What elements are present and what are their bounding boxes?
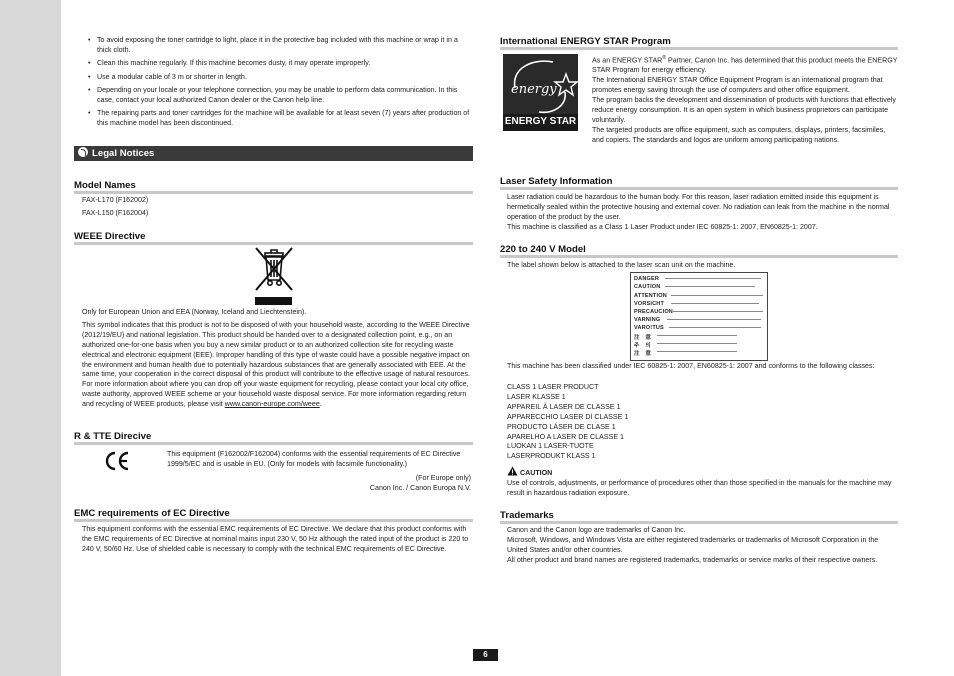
label-row: CAUTION	[634, 284, 661, 290]
energy-star-p1-a: As an ENERGY STAR	[592, 56, 663, 65]
label-row: VORSICHT	[634, 301, 665, 307]
rtte-sign-region: (For Europe only)	[415, 474, 471, 482]
ce-mark-icon	[104, 450, 130, 472]
laser-safety-text	[507, 193, 899, 233]
laser-safety-p1: Laser radiation could be hazardous to the human body. For this reason, laser radiation emitted inside this equipment is hermetically sealed within the protective housing and external cover. No radiation can leak from the machine in the normal operation of the product by the user.	[507, 193, 890, 221]
model-name-item: FAX-L150 (F162004)	[82, 208, 149, 217]
label-row: PRECAUCION	[634, 309, 673, 315]
energy-star-logo-icon	[503, 54, 578, 131]
page-margin-sidebar	[0, 0, 61, 676]
laser-class-item: LASER KLASSE 1	[507, 392, 566, 401]
laser-class-item: CLASS 1 LASER PRODUCT	[507, 383, 599, 391]
bullet-item: • The repairing parts and toner cartridges for the machine will be available for at least seven (7) years after production of this machine model has been discontinued.	[88, 109, 473, 129]
weee-link[interactable]: www.canon-europe.com/weee	[224, 400, 320, 409]
trademarks-p2: Microsoft, Windows, and Windows Vista are either registered trademarks or trademarks of Microsoft Corporation in the United States and/or other countries.	[507, 535, 879, 554]
weee-body-text: This symbol indicates that this product is not to be disposed of with your household waste, according to the WEEE Directive (2012/19/EU) and national legislation. This product should be handed over to a designated collection point, e.g., on an authorized one-for-one basis when you buy a new similar product or to an authorized collection site for recycling waste electrical and electronic equipment (EEE). Improper handling of this type of waste could have a possible negative impact on the environment and human health due to potentially hazardous substances that are generally associated with EEE. At the same time, your cooperation in the correct disposal of this product will contribute to the effective usage of natural resources. For more information about where you can drop off your waste equipment for recycling, please contact your local city office, waste authority, approved WEEE scheme or your household waste disposal service. For more information regarding return and recycling of WEEE products, please visit	[82, 320, 470, 409]
laser-class-item: APPARECCHIO LASER DI CLASSE 1	[507, 412, 629, 421]
rtte-body: This equipment (F162002/F162004) conforms with the essential requirements of EC Directive 1999/5/EC and is usable in EU. (Only for models with facsimile functionality.)	[167, 450, 461, 468]
energy-star-p1-b: Partner, Canon Inc. has determined that this product meets the ENERGY STAR Program for energy efficiency.	[592, 56, 898, 75]
laser-safety-p2: This machine is classified as a Class 1 Laser Product under IEC 60825-1: 2007, EN60825-1: 2007.	[507, 222, 818, 231]
energy-star-text	[592, 54, 899, 146]
label-row: 注 意	[634, 335, 652, 341]
trademarks-p1: Canon and the Canon logo are trademarks of Canon Inc.	[507, 526, 686, 534]
v220-heading: 220 to 240 V Model	[500, 244, 898, 258]
trademarks-heading: Trademarks	[500, 510, 898, 524]
rtte-sign-company: Canon Inc. / Canon Europa N.V.	[369, 483, 471, 492]
weee-scope: Only for European Union and EEA (Norway, Iceland and Liechtenstein).	[82, 308, 307, 316]
laser-class-item: APPAREIL À LASER DE CLASSE 1	[507, 402, 621, 411]
emc-heading: EMC requirements of EC Directive	[74, 508, 473, 522]
energy-star-p2: The International ENERGY STAR Office Equipment Program is an international program that promotes energy saving through the use of computers and other office equipment.	[592, 76, 883, 95]
registered-mark: ®	[662, 55, 666, 61]
page-number: 6	[473, 649, 498, 661]
weee-heading: WEEE Directive	[74, 231, 473, 245]
legal-notices-title: Legal Notices	[92, 148, 155, 159]
bullet-item: • Depending on your locale or your telephone connection, you may be unable to perform data communication. In this case, contact your local authorized Canon dealer or the Canon help line.	[88, 86, 473, 106]
label-row: VARNING	[634, 317, 661, 323]
label-row: VARO!TUS	[634, 325, 664, 331]
caution-label: CAUTION	[519, 469, 553, 477]
section-bullet-icon	[78, 147, 88, 157]
laser-class-item: LASERPRODUKT KLASS 1	[507, 452, 596, 461]
weee-text	[82, 308, 474, 410]
model-names-heading: Model Names	[74, 180, 473, 194]
weee-body	[82, 321, 474, 410]
weee-body-end: .	[319, 400, 322, 409]
warning-triangle-icon	[507, 466, 518, 476]
label-row: 주 의	[634, 343, 651, 349]
caution-block	[507, 466, 899, 499]
trademarks-p3: All other product and brand names are registered trademarks, trademarks or service marks of their respective owners.	[507, 555, 878, 564]
bullet-item: • To avoid exposing the toner cartridge to light, place it in the protective bag included with this machine or wrap it in a thick cloth.	[88, 36, 473, 56]
rtte-heading: R & TTE Direcive	[74, 431, 473, 445]
energy-star-script: energy	[511, 82, 557, 97]
emc-body: This equipment conforms with the essential EMC requirements of EC Directive. We declare that this product conforms with the EMC requirements of EC Directive at nominal mains input 230 V, 50 Hz although the rated input of the product is 220 to 240 V, 50/60 Hz. Use of shielded cable is necessary to comply with the technical EMC requirements of EC Directive.	[82, 525, 469, 553]
energy-star-heading: International ENERGY STAR Program	[500, 36, 898, 50]
v220-classification: This machine has been classified under IEC 60825-1: 2007, EN60825-1: 2007 and conforms to the following classes:	[507, 362, 875, 370]
laser-class-item: APARELHO A LASER DE CLASSE 1	[507, 432, 624, 441]
caution-title	[507, 466, 899, 479]
legal-notices-bar	[74, 146, 473, 161]
model-names-list	[82, 196, 148, 219]
laser-class-item: PRODUCTO LÁSER DE CLASE 1	[507, 422, 616, 431]
precautions-list	[88, 36, 473, 132]
label-row: 注 意	[634, 351, 652, 357]
caution-text: Use of controls, adjustments, or performance of procedures other than those specified in the manuals for the machine may result in hazardous radiation exposure.	[507, 478, 892, 497]
laser-class-item: LUOKAN 1 LASER-TUOTE	[507, 442, 594, 451]
rtte-signature	[300, 474, 471, 494]
laser-warning-label	[630, 272, 768, 361]
v220-intro: The label shown below is attached to the laser scan unit on the machine.	[507, 261, 736, 269]
bullet-item: • Use a modular cable of 3 m or shorter in length.	[88, 73, 473, 83]
energy-star-p3: The program backs the development and dissemination of products with functions that effectively reduce energy consumption. It is an open system in which business proprietors can participate voluntarily.	[592, 95, 896, 124]
label-row: DANGER	[634, 276, 660, 282]
energy-star-p1	[592, 54, 899, 76]
model-name-item: FAX-L170 (F162002)	[82, 196, 149, 204]
label-row: ATTENTION	[634, 293, 667, 299]
energy-star-p4: The targeted products are office equipment, such as computers, displays, printers, facsimiles, and copiers. The standards and logos are uniform among participating nations.	[592, 125, 886, 144]
energy-star-logo-text: ENERGY STAR	[504, 116, 577, 127]
laser-class-list	[507, 383, 899, 462]
trademarks-text	[507, 526, 899, 566]
laser-safety-heading: Laser Safety Information	[500, 176, 898, 190]
bullet-item: • Clean this machine regularly. If this machine becomes dusty, it may operate improperly.	[88, 59, 473, 69]
crossed-bin-icon	[252, 244, 297, 308]
